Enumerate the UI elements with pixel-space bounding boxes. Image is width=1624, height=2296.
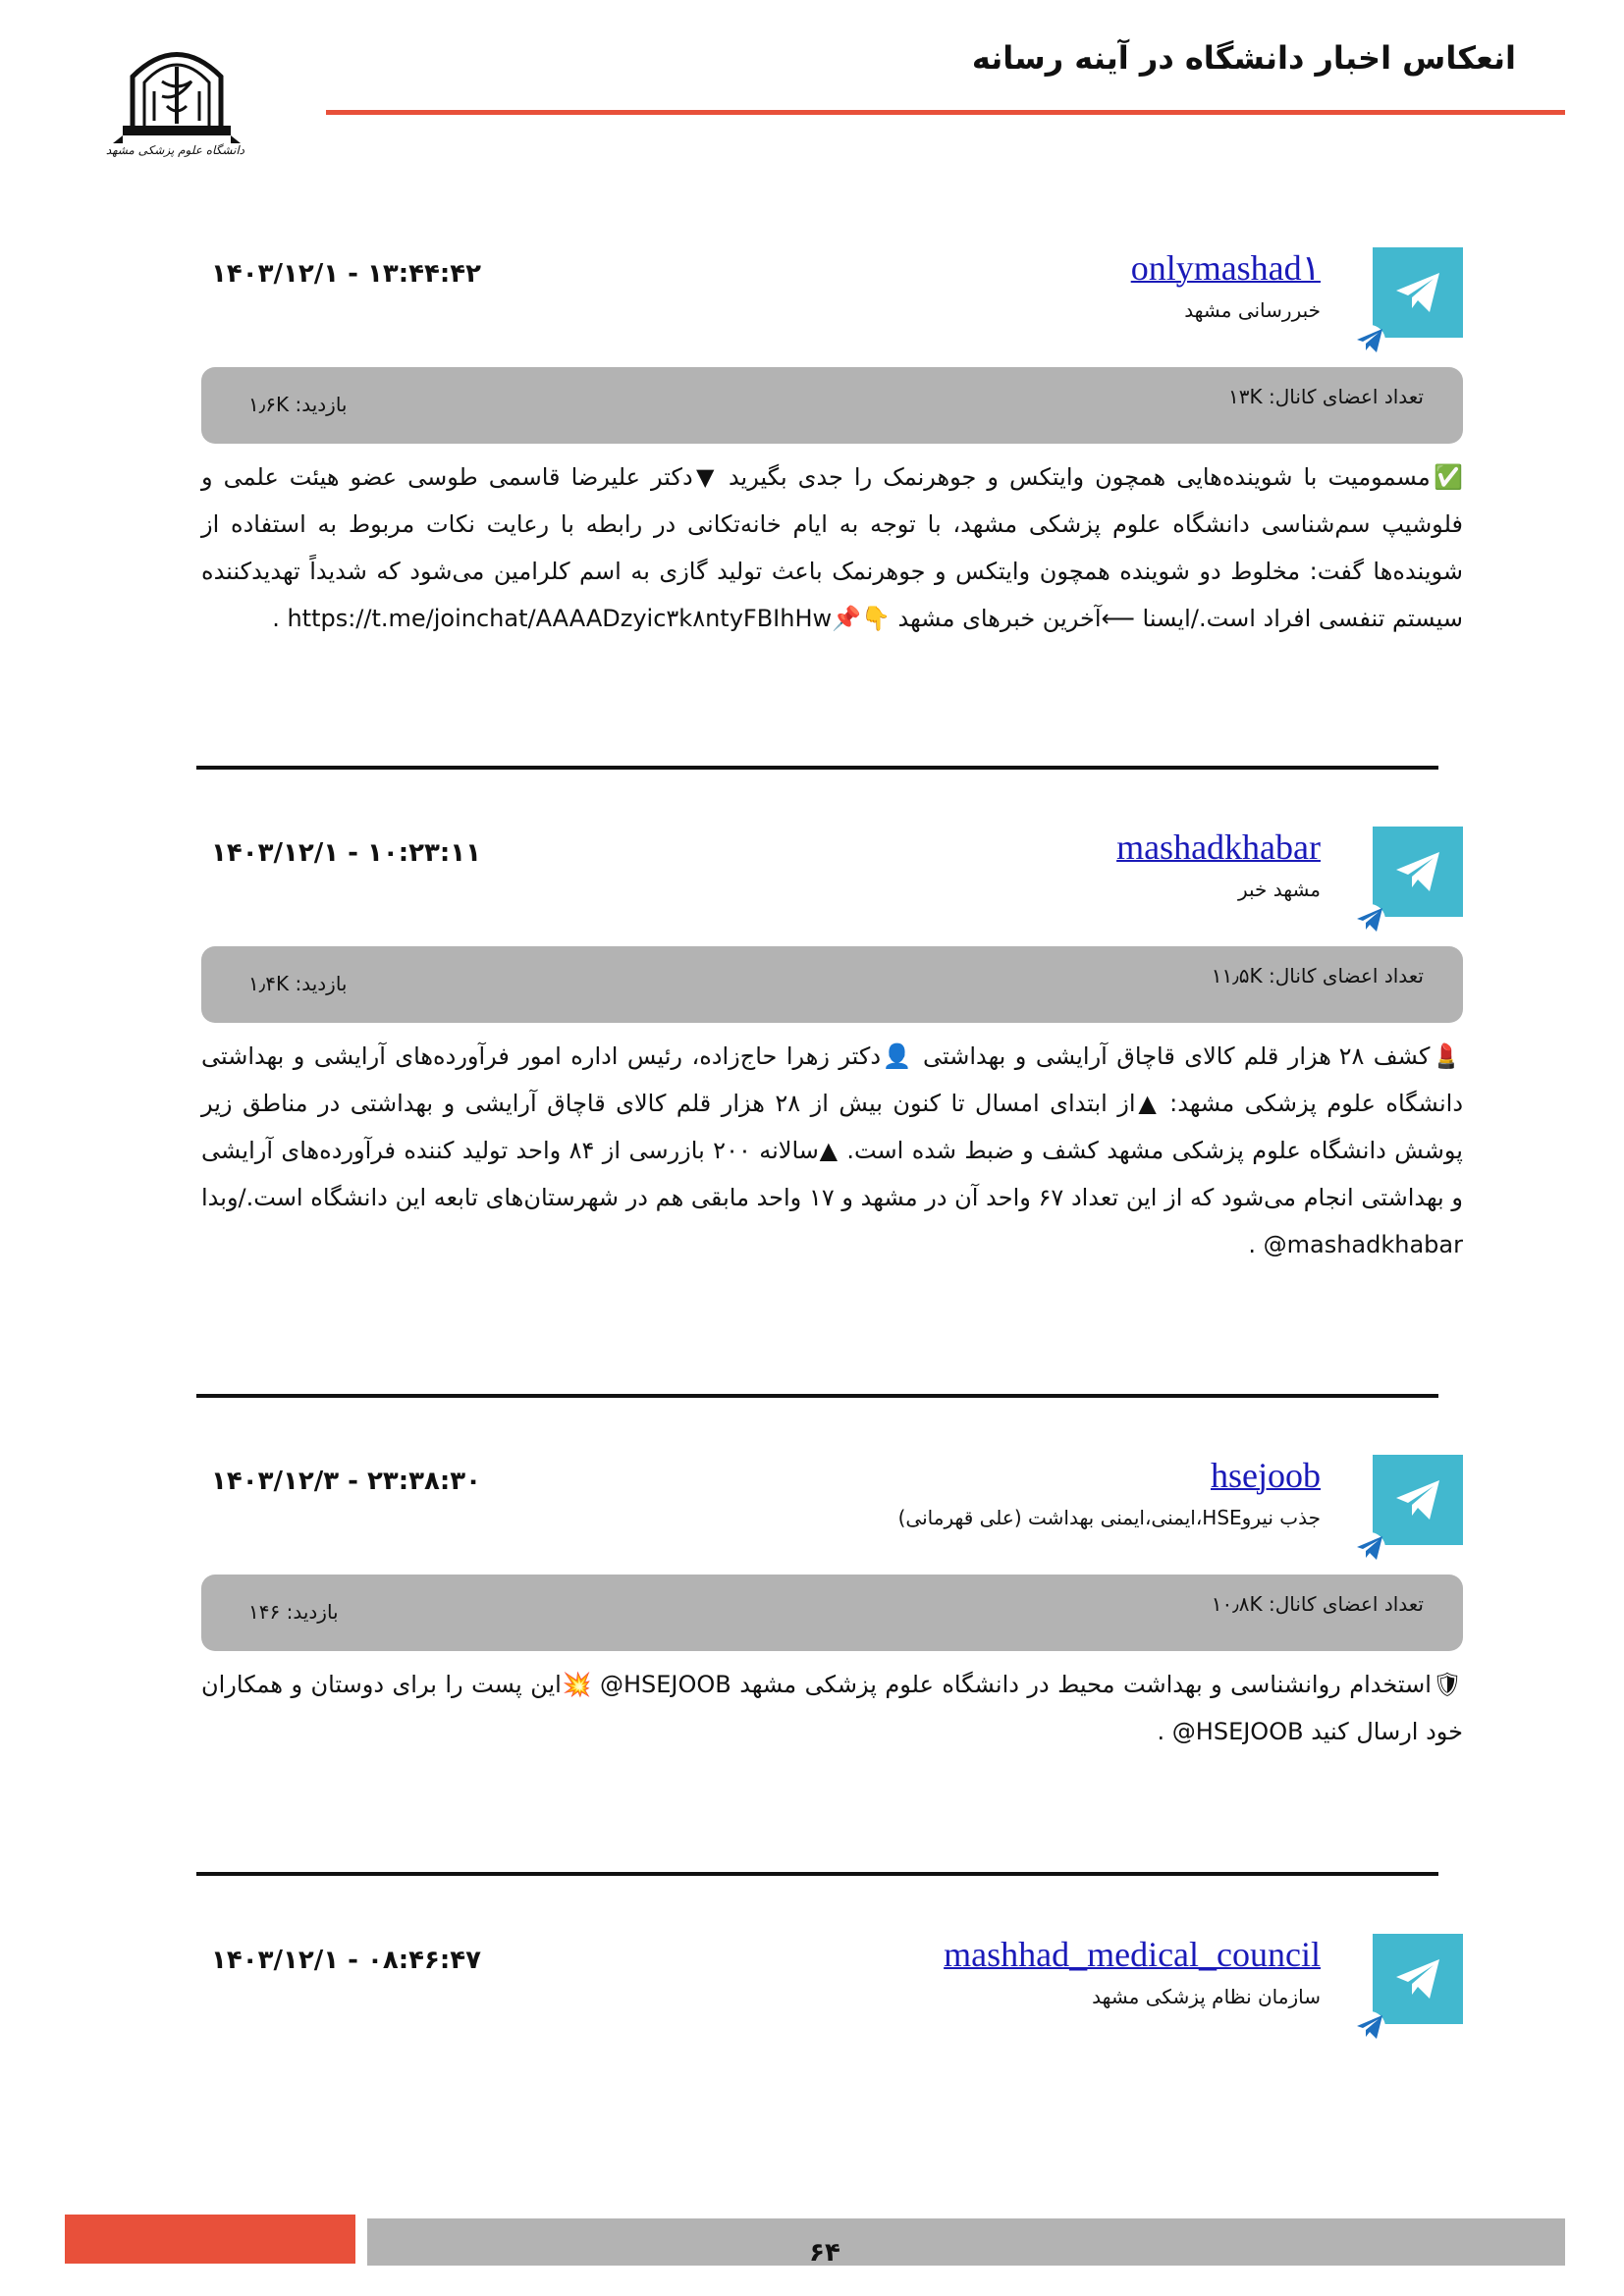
- paper-plane-icon: [1394, 1957, 1441, 2001]
- paper-plane-icon: [1394, 1478, 1441, 1522]
- channel-name-link[interactable]: onlymashad۱: [1130, 248, 1321, 288]
- post-card: [196, 827, 1463, 1278]
- post-datetime: ۱۴۰۳/۱۲/۱ - ۰۸:۴۶:۴۷: [211, 1946, 481, 1975]
- paper-plane-icon: [1394, 850, 1441, 893]
- page-number: ۶۴: [809, 2238, 840, 2268]
- channel-name-link[interactable]: mashadkhabar: [1116, 828, 1321, 867]
- post-datetime: ۱۴۰۳/۱۲/۱ - ۱۳:۴۴:۴۲: [211, 259, 481, 289]
- header-rule: [326, 110, 1565, 115]
- post-body: ✅مسمومیت با شوینده‌هایی همچون وایتکس و جوهرنمک را جدی بگیرید ▼دکتر علیرضا قاسمی طوسی عضو هیئت علمی و فلوشیپ سم‌شناسی دانشگاه علوم پزشکی مشهد، با توجه به ایام خانه‌تکانی در رابطه با رعایت نکات مربوط به استفاده از شوینده‌ها گفت: مخلوط دو شوینده همچون وایتکس و جوهرنمک باعث تولید گازی به اسم کلرامین می‌شود که شدیداً تهدیدکننده سیستم تنفسی افراد است./ایسنا ⟵آخرین خبرهای مشهد 👇📌https://t.me/joinchat/AAAADzyic۳k۸ntyFBIhHw .: [201, 463, 1463, 632]
- view-count: بازدید: ۱٫۶K: [248, 393, 348, 416]
- post-card: [196, 247, 1463, 660]
- channel-stats-bar: [201, 1575, 1463, 1651]
- channel-stats-bar: [201, 367, 1463, 444]
- post-separator: [196, 1394, 1438, 1398]
- channel-description: جذب نیروHSE،ایمنی،ایمنی بهداشت (علی قهرمانی): [897, 1506, 1321, 1529]
- post-card: [196, 1934, 1463, 2061]
- channel-stats-bar: [201, 946, 1463, 1023]
- post-card: [196, 1455, 1463, 1779]
- view-count: بازدید: ۱۴۶: [248, 1600, 339, 1624]
- channel-name-link[interactable]: mashhad_medical_council: [944, 1935, 1321, 1974]
- paper-plane-icon: [1394, 271, 1441, 314]
- channel-name-link[interactable]: hsejoob: [1211, 1456, 1321, 1495]
- channel-description: خبررسانی مشهد: [1184, 298, 1321, 322]
- university-logo: [105, 37, 244, 170]
- post-datetime: ۱۴۰۳/۱۲/۳ - ۲۳:۳۸:۳۰: [211, 1467, 481, 1496]
- channel-description: مشهد خبر: [1237, 878, 1321, 901]
- view-count: بازدید: ۱٫۴K: [248, 972, 348, 995]
- member-count: تعداد اعضای کانال: ۱۰٫۸K: [1211, 1592, 1424, 1616]
- logo-caption: دانشگاه علوم پزشکی مشهد: [105, 143, 244, 157]
- post-body: 🛡استخدام روانشناسی و بهداشت محیط در دانشگاه علوم پزشکی مشهد HSEJOOB@ 💥این پست را برای دوستان و همکاران خود ارسال کنید HSEJOOB@ .: [201, 1671, 1463, 1745]
- post-datetime: ۱۴۰۳/۱۲/۱ - ۱۰:۲۳:۱۱: [211, 838, 481, 868]
- telegram-logo-icon: [1353, 1531, 1386, 1565]
- member-count: تعداد اعضای کانال: ۱۳K: [1228, 385, 1424, 408]
- telegram-logo-icon: [1353, 324, 1386, 357]
- telegram-logo-icon: [1353, 2010, 1386, 2044]
- post-separator: [196, 766, 1438, 770]
- footer-bar: [367, 2218, 1565, 2266]
- channel-description: سازمان نظام پزشکی مشهد: [1092, 1985, 1321, 2008]
- telegram-logo-icon: [1353, 903, 1386, 936]
- post-body: 💄کشف ۲۸ هزار قلم کالای قاچاق آرایشی و بهداشتی 👤دکتر زهرا حاج‌زاده، رئیس اداره امور فرآورده‌های آرایشی و بهداشتی دانشگاه علوم پزشکی مشهد: ▲از ابتدای امسال تا کنون بیش از ۲۸ هزار قلم کالای قاچاق آرایشی و بهداشتی در مناطق زیر پوشش دانشگاه علوم پزشکی مشهد کشف و ضبط شده است. ▲سالانه ۲۰۰ بازرسی از ۸۴ واحد تولید کننده فرآورده‌های آرایشی و بهداشتی انجام می‌شود که از این تعداد ۶۷ واحد آن در مشهد و ۱۷ واحد مابقی هم در شهرستان‌های تابعه این دانشگاه است./وبدا mashadkhabar@ .: [201, 1042, 1464, 1258]
- member-count: تعداد اعضای کانال: ۱۱٫۵K: [1211, 964, 1424, 988]
- post-separator: [196, 1872, 1438, 1876]
- footer-accent-bar: [65, 2215, 355, 2264]
- page-header-title: انعکاس اخبار دانشگاه در آینه رسانه: [971, 39, 1516, 77]
